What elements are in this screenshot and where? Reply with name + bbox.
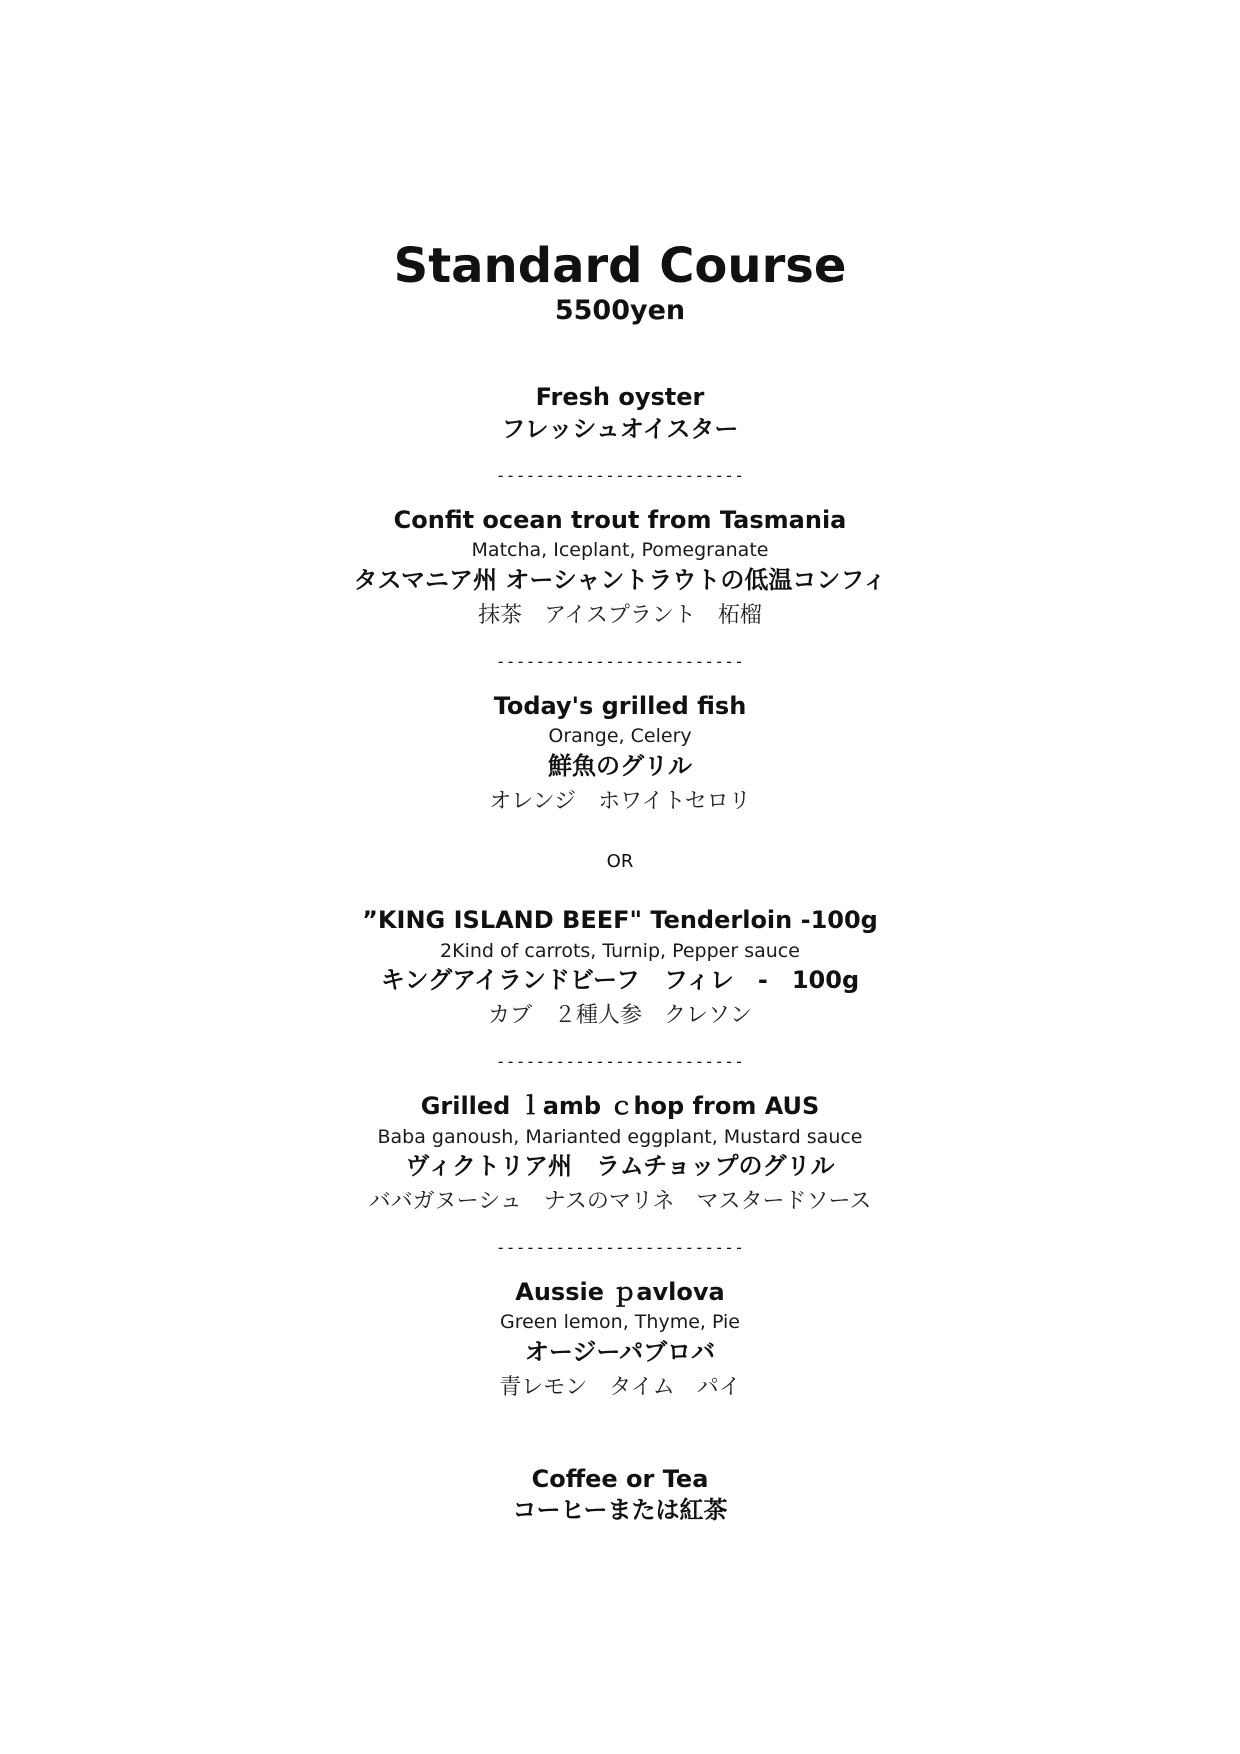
- dish-name-jp: 鮮魚のグリル: [548, 752, 692, 780]
- divider: -------------------------: [495, 1238, 745, 1257]
- or-separator: OR: [606, 851, 634, 872]
- dish-name-en: Today's grilled fish: [493, 692, 747, 720]
- dish-description-jp: カブ ２種人参 クレソン: [487, 1003, 752, 1028]
- dish-name-en: Confit ocean trout from Tasmania: [393, 506, 847, 534]
- dish-name-jp: コーヒーまたは紅茶: [512, 1496, 728, 1524]
- page-title: Standard Course: [393, 238, 847, 294]
- dish-description-jp: オレンジ ホワイトセロリ: [489, 789, 751, 814]
- dish-description-jp: 抹茶 アイスプラント 柘榴: [478, 603, 762, 628]
- dish-description-en: Baba ganoush, Marianted eggplant, Mustard sauce: [377, 1126, 863, 1148]
- dish-description-jp: 青レモン タイム パイ: [499, 1375, 741, 1400]
- divider: -------------------------: [495, 1052, 745, 1071]
- dish-name-jp: キングアイランドビーフ フィレ - 100g: [380, 966, 860, 994]
- course-price: 5500yen: [554, 295, 686, 326]
- dish-name-en: ”KING ISLAND BEEF" Tenderloin -100g: [362, 906, 878, 934]
- dish-name-en: Grilled ｌamb ｃhop from AUS: [420, 1092, 820, 1120]
- divider: -------------------------: [495, 466, 745, 485]
- dish-name-jp: タスマニア州 オーシャントラウトの低温コンフィ: [353, 566, 887, 594]
- dish-name-jp: オージーパブロバ: [524, 1338, 716, 1366]
- divider: -------------------------: [495, 652, 745, 671]
- dish-description-jp: ババガヌーシュ ナスのマリネ マスタードソース: [368, 1189, 872, 1214]
- dish-name-en: Aussie ｐavlova: [515, 1278, 725, 1306]
- dish-description-en: 2Kind of carrots, Turnip, Pepper sauce: [440, 940, 800, 962]
- dish-name-jp: フレッシュオイスター: [501, 415, 739, 443]
- dish-description-en: Orange, Celery: [548, 725, 692, 747]
- dish-name-en: Fresh oyster: [535, 383, 705, 411]
- dish-description-en: Green lemon, Thyme, Pie: [500, 1311, 740, 1333]
- dish-name-jp: ヴィクトリア州 ラムチョップのグリル: [405, 1152, 835, 1180]
- dish-description-en: Matcha, Iceplant, Pomegranate: [471, 539, 769, 561]
- dish-name-en: Coffee or Tea: [531, 1465, 709, 1493]
